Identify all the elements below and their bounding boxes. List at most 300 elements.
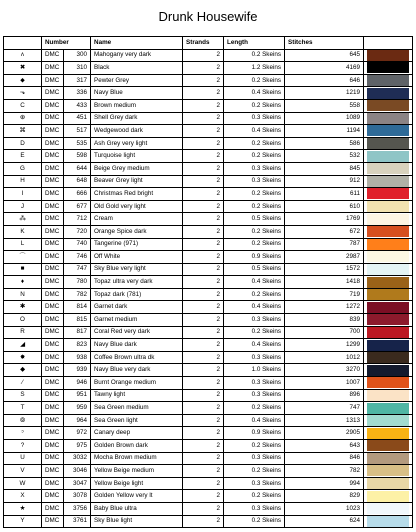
table-header-row: [4, 37, 413, 50]
stitches-cell: 700: [285, 326, 364, 339]
symbol-cell: ★: [4, 502, 42, 515]
strands-cell: 2: [183, 326, 224, 339]
stitches-cell: 1023: [285, 502, 364, 515]
symbol-cell: D: [4, 137, 42, 150]
table-row: [4, 276, 413, 289]
name-cell: Beaver Grey light: [91, 175, 183, 188]
color-swatch: [367, 465, 409, 476]
color-swatch: [367, 352, 409, 363]
table-row: [4, 402, 413, 415]
name-cell: Black: [91, 62, 183, 75]
name-cell: Sky Blue light: [91, 515, 183, 528]
strands-cell: 2: [183, 251, 224, 264]
stitches-cell: 782: [285, 465, 364, 478]
number-cell: 677: [64, 200, 91, 213]
table-row: [4, 339, 413, 352]
stitches-cell: 643: [285, 440, 364, 453]
stitches-cell: 646: [285, 74, 364, 87]
brand-cell: DMC: [42, 137, 64, 150]
strands-cell: 2: [183, 351, 224, 364]
stitches-cell: 829: [285, 490, 364, 503]
name-cell: Orange Spice dark: [91, 225, 183, 238]
color-swatch: [367, 302, 409, 313]
strands-cell: 2: [183, 465, 224, 478]
name-cell: Sea Green light: [91, 414, 183, 427]
symbol-cell: ◢: [4, 339, 42, 352]
stitches-cell: 3270: [285, 364, 364, 377]
table-row: [4, 440, 413, 453]
length-cell: 0.3 Skeins: [224, 377, 285, 390]
color-swatch: [367, 201, 409, 212]
color-swatch-cell: [364, 351, 413, 364]
name-cell: Ash Grey very light: [91, 137, 183, 150]
strands-cell: 2: [183, 427, 224, 440]
strands-cell: 2: [183, 301, 224, 314]
name-cell: Garnet medium: [91, 314, 183, 327]
strands-cell: 2: [183, 238, 224, 251]
table-row: [4, 238, 413, 251]
table-row: [4, 150, 413, 163]
name-cell: Coral Red very dark: [91, 326, 183, 339]
page-title: Drunk Housewife: [158, 9, 258, 24]
color-swatch-cell: [364, 402, 413, 415]
color-swatch: [367, 491, 409, 502]
brand-cell: DMC: [42, 188, 64, 201]
strands-cell: 2: [183, 364, 224, 377]
header-number: Number: [42, 37, 91, 50]
strands-cell: 2: [183, 276, 224, 289]
name-cell: Coffee Brown ultra dk: [91, 351, 183, 364]
length-cell: 0.3 Skeins: [224, 112, 285, 125]
length-cell: 0.2 Skeins: [224, 238, 285, 251]
stitches-cell: 896: [285, 389, 364, 402]
name-cell: Golden Brown dark: [91, 440, 183, 453]
stitches-cell: 645: [285, 49, 364, 62]
table-row: [4, 314, 413, 327]
brand-cell: DMC: [42, 364, 64, 377]
strands-cell: 2: [183, 175, 224, 188]
table-row: [4, 137, 413, 150]
brand-cell: DMC: [42, 49, 64, 62]
strands-cell: 2: [183, 112, 224, 125]
color-swatch: [367, 277, 409, 288]
table-row: [4, 213, 413, 226]
stitches-cell: 610: [285, 200, 364, 213]
stitches-cell: 586: [285, 137, 364, 150]
brand-cell: DMC: [42, 389, 64, 402]
color-swatch-cell: [364, 502, 413, 515]
name-cell: Navy Blue dark: [91, 339, 183, 352]
symbol-cell: ♦: [4, 276, 42, 289]
color-swatch: [367, 264, 409, 275]
length-cell: 0.2 Skeins: [224, 99, 285, 112]
number-cell: 300: [64, 49, 91, 62]
name-cell: Pewter Grey: [91, 74, 183, 87]
table-row: [4, 414, 413, 427]
length-cell: 1.2 Skeins: [224, 62, 285, 75]
brand-cell: DMC: [42, 465, 64, 478]
color-swatch-cell: [364, 427, 413, 440]
symbol-cell: ✱: [4, 301, 42, 314]
color-swatch-cell: [364, 440, 413, 453]
stitches-cell: 672: [285, 225, 364, 238]
brand-cell: DMC: [42, 263, 64, 276]
color-swatch: [367, 440, 409, 451]
color-swatch-cell: [364, 150, 413, 163]
number-cell: 951: [64, 389, 91, 402]
table-row: [4, 263, 413, 276]
length-cell: 0.2 Skeins: [224, 74, 285, 87]
symbol-cell: X: [4, 490, 42, 503]
color-swatch: [367, 377, 409, 388]
brand-cell: DMC: [42, 225, 64, 238]
name-cell: Yellow Beige medium: [91, 465, 183, 478]
brand-cell: DMC: [42, 339, 64, 352]
color-swatch-cell: [364, 251, 413, 264]
strands-cell: 2: [183, 477, 224, 490]
symbol-cell: U: [4, 452, 42, 465]
number-cell: 644: [64, 162, 91, 175]
name-cell: Topaz ultra very dark: [91, 276, 183, 289]
brand-cell: DMC: [42, 238, 64, 251]
symbol-cell: ✸: [4, 351, 42, 364]
name-cell: Mocha Brown medium: [91, 452, 183, 465]
name-cell: Sea Green medium: [91, 402, 183, 415]
color-swatch: [367, 138, 409, 149]
color-swatch: [367, 403, 409, 414]
length-cell: 0.5 Skeins: [224, 263, 285, 276]
color-swatch-cell: [364, 125, 413, 138]
number-cell: 939: [64, 364, 91, 377]
strands-cell: 2: [183, 213, 224, 226]
stitches-cell: 4169: [285, 62, 364, 75]
brand-cell: DMC: [42, 213, 64, 226]
name-cell: Christmas Red bright: [91, 188, 183, 201]
color-swatch: [367, 251, 409, 262]
number-cell: 975: [64, 440, 91, 453]
symbol-cell: C: [4, 99, 42, 112]
length-cell: 0.2 Skeins: [224, 188, 285, 201]
symbol-cell: I: [4, 188, 42, 201]
number-cell: 3046: [64, 465, 91, 478]
symbol-cell: L: [4, 238, 42, 251]
color-swatch-cell: [364, 175, 413, 188]
number-cell: 747: [64, 263, 91, 276]
brand-cell: DMC: [42, 87, 64, 100]
stitches-cell: 624: [285, 515, 364, 528]
brand-cell: DMC: [42, 515, 64, 528]
brand-cell: DMC: [42, 251, 64, 264]
color-swatch-cell: [364, 389, 413, 402]
strands-cell: 2: [183, 414, 224, 427]
number-cell: 712: [64, 213, 91, 226]
brand-cell: DMC: [42, 74, 64, 87]
length-cell: 0.4 Skeins: [224, 276, 285, 289]
header-symbol: [4, 37, 42, 50]
length-cell: 1.0 Skeins: [224, 364, 285, 377]
length-cell: 0.2 Skeins: [224, 200, 285, 213]
symbol-cell: O: [4, 314, 42, 327]
strands-cell: 2: [183, 402, 224, 415]
length-cell: 0.3 Skeins: [224, 389, 285, 402]
brand-cell: DMC: [42, 440, 64, 453]
header-stitches: Stitches: [285, 37, 364, 50]
brand-cell: DMC: [42, 62, 64, 75]
length-cell: 0.2 Skeins: [224, 49, 285, 62]
symbol-cell: ⌘: [4, 125, 42, 138]
name-cell: Wedgewood dark: [91, 125, 183, 138]
name-cell: Topaz dark (781): [91, 288, 183, 301]
number-cell: 648: [64, 175, 91, 188]
table-row: [4, 465, 413, 478]
stitches-cell: 1219: [285, 87, 364, 100]
table-row: [4, 125, 413, 138]
color-swatch-cell: [364, 188, 413, 201]
length-cell: 0.4 Skeins: [224, 125, 285, 138]
length-cell: 0.5 Skeins: [224, 213, 285, 226]
brand-cell: DMC: [42, 490, 64, 503]
brand-cell: DMC: [42, 125, 64, 138]
symbol-cell: E: [4, 150, 42, 163]
name-cell: Beige Grey medium: [91, 162, 183, 175]
length-cell: 0.2 Skeins: [224, 402, 285, 415]
table-row: [4, 515, 413, 528]
color-swatch-cell: [364, 200, 413, 213]
table-row: [4, 49, 413, 62]
color-swatch: [367, 62, 409, 73]
table-row: [4, 288, 413, 301]
length-cell: 0.4 Skeins: [224, 414, 285, 427]
color-swatch-cell: [364, 263, 413, 276]
strands-cell: 2: [183, 502, 224, 515]
stitches-cell: 719: [285, 288, 364, 301]
color-swatch-cell: [364, 364, 413, 377]
color-swatch-cell: [364, 377, 413, 390]
number-cell: 535: [64, 137, 91, 150]
stitches-cell: 787: [285, 238, 364, 251]
stitches-cell: 2987: [285, 251, 364, 264]
color-swatch-cell: [364, 288, 413, 301]
brand-cell: DMC: [42, 477, 64, 490]
stitches-cell: 1012: [285, 351, 364, 364]
symbol-cell: K: [4, 225, 42, 238]
strands-cell: 2: [183, 49, 224, 62]
name-cell: Baby Blue ultra: [91, 502, 183, 515]
brand-cell: DMC: [42, 200, 64, 213]
brand-cell: DMC: [42, 351, 64, 364]
length-cell: 0.2 Skeins: [224, 465, 285, 478]
strands-cell: 2: [183, 188, 224, 201]
number-cell: 666: [64, 188, 91, 201]
color-swatch-cell: [364, 490, 413, 503]
color-swatch: [367, 478, 409, 489]
length-cell: 0.9 Skeins: [224, 427, 285, 440]
color-swatch: [367, 327, 409, 338]
color-swatch-cell: [364, 339, 413, 352]
header-name: Name: [91, 37, 183, 50]
table-row: [4, 377, 413, 390]
strands-cell: 2: [183, 74, 224, 87]
name-cell: Tawny light: [91, 389, 183, 402]
symbol-cell: ✖: [4, 62, 42, 75]
table-row: [4, 326, 413, 339]
number-cell: 3032: [64, 452, 91, 465]
name-cell: Yellow Beige light: [91, 477, 183, 490]
name-cell: Canary deep: [91, 427, 183, 440]
color-swatch: [367, 428, 409, 439]
name-cell: Off White: [91, 251, 183, 264]
symbol-cell: ⊕: [4, 112, 42, 125]
symbol-cell: J: [4, 200, 42, 213]
color-swatch: [367, 113, 409, 124]
color-swatch-cell: [364, 213, 413, 226]
table-row: [4, 188, 413, 201]
number-cell: 433: [64, 99, 91, 112]
length-cell: 0.3 Skeins: [224, 502, 285, 515]
number-cell: 3756: [64, 502, 91, 515]
strands-cell: 2: [183, 225, 224, 238]
header-color: [364, 37, 413, 50]
length-cell: 0.2 Skeins: [224, 515, 285, 528]
length-cell: 0.2 Skeins: [224, 288, 285, 301]
strands-cell: 2: [183, 314, 224, 327]
color-swatch: [367, 125, 409, 136]
stitches-cell: 1089: [285, 112, 364, 125]
number-cell: 720: [64, 225, 91, 238]
table-row: [4, 112, 413, 125]
table-row: [4, 87, 413, 100]
color-swatch-cell: [364, 301, 413, 314]
table-row: [4, 427, 413, 440]
number-cell: 598: [64, 150, 91, 163]
color-swatch: [367, 50, 409, 61]
strands-cell: 2: [183, 389, 224, 402]
table-row: [4, 301, 413, 314]
symbol-cell: ?: [4, 440, 42, 453]
strands-cell: 2: [183, 288, 224, 301]
color-swatch: [367, 75, 409, 86]
stitches-cell: 912: [285, 175, 364, 188]
color-swatch: [367, 314, 409, 325]
symbol-cell: ⦾: [4, 414, 42, 427]
number-cell: 782: [64, 288, 91, 301]
symbol-cell: T: [4, 402, 42, 415]
symbol-cell: V: [4, 465, 42, 478]
brand-cell: DMC: [42, 414, 64, 427]
strands-cell: 2: [183, 125, 224, 138]
strands-cell: 2: [183, 440, 224, 453]
brand-cell: DMC: [42, 377, 64, 390]
strands-cell: 2: [183, 452, 224, 465]
brand-cell: DMC: [42, 276, 64, 289]
stitches-cell: 1299: [285, 339, 364, 352]
color-swatch: [367, 151, 409, 162]
name-cell: Tangerine (971): [91, 238, 183, 251]
symbol-cell: R: [4, 326, 42, 339]
color-swatch-cell: [364, 452, 413, 465]
length-cell: 0.3 Skeins: [224, 351, 285, 364]
color-swatch-cell: [364, 99, 413, 112]
symbol-cell: W: [4, 477, 42, 490]
name-cell: Old Gold very light: [91, 200, 183, 213]
symbol-cell: S: [4, 389, 42, 402]
brand-cell: DMC: [42, 452, 64, 465]
symbol-cell: G: [4, 162, 42, 175]
stitches-cell: 1769: [285, 213, 364, 226]
strands-cell: 2: [183, 263, 224, 276]
brand-cell: DMC: [42, 314, 64, 327]
color-swatch: [367, 100, 409, 111]
color-swatch-cell: [364, 49, 413, 62]
number-cell: 310: [64, 62, 91, 75]
stitches-cell: 1572: [285, 263, 364, 276]
length-cell: 0.4 Skeins: [224, 87, 285, 100]
stitches-cell: 1418: [285, 276, 364, 289]
color-swatch: [367, 163, 409, 174]
table-row: [4, 62, 413, 75]
color-swatch-cell: [364, 87, 413, 100]
length-cell: 0.3 Skeins: [224, 314, 285, 327]
stitches-cell: 532: [285, 150, 364, 163]
color-swatch-cell: [364, 162, 413, 175]
number-cell: 823: [64, 339, 91, 352]
table-row: [4, 225, 413, 238]
name-cell: Shell Grey dark: [91, 112, 183, 125]
header-length: Length: [224, 37, 285, 50]
brand-cell: DMC: [42, 162, 64, 175]
brand-cell: DMC: [42, 402, 64, 415]
stitches-cell: 994: [285, 477, 364, 490]
name-cell: Navy Blue very dark: [91, 364, 183, 377]
stitches-cell: 1272: [285, 301, 364, 314]
name-cell: Mahogany very dark: [91, 49, 183, 62]
symbol-cell: ◆: [4, 364, 42, 377]
color-swatch-cell: [364, 276, 413, 289]
table-body: [4, 49, 413, 528]
color-swatch-cell: [364, 414, 413, 427]
color-swatch: [367, 239, 409, 250]
color-swatch-cell: [364, 225, 413, 238]
color-swatch-cell: [364, 515, 413, 528]
stitches-cell: 558: [285, 99, 364, 112]
strands-cell: 2: [183, 200, 224, 213]
brand-cell: DMC: [42, 288, 64, 301]
color-swatch: [367, 214, 409, 225]
number-cell: 3761: [64, 515, 91, 528]
name-cell: Sky Blue very light: [91, 263, 183, 276]
symbol-cell: ⁄: [4, 377, 42, 390]
length-cell: 0.4 Skeins: [224, 301, 285, 314]
table-row: [4, 477, 413, 490]
stitches-cell: 1313: [285, 414, 364, 427]
strands-cell: 2: [183, 339, 224, 352]
color-swatch: [367, 88, 409, 99]
brand-cell: DMC: [42, 427, 64, 440]
symbol-cell: ⁂: [4, 213, 42, 226]
color-swatch: [367, 365, 409, 376]
table-row: [4, 389, 413, 402]
color-swatch: [367, 340, 409, 351]
table-row: [4, 162, 413, 175]
color-swatch: [367, 176, 409, 187]
name-cell: Golden Yellow very lt: [91, 490, 183, 503]
stitches-cell: 845: [285, 162, 364, 175]
number-cell: 972: [64, 427, 91, 440]
brand-cell: DMC: [42, 502, 64, 515]
stitches-cell: 1007: [285, 377, 364, 390]
number-cell: 746: [64, 251, 91, 264]
stitches-cell: 1194: [285, 125, 364, 138]
